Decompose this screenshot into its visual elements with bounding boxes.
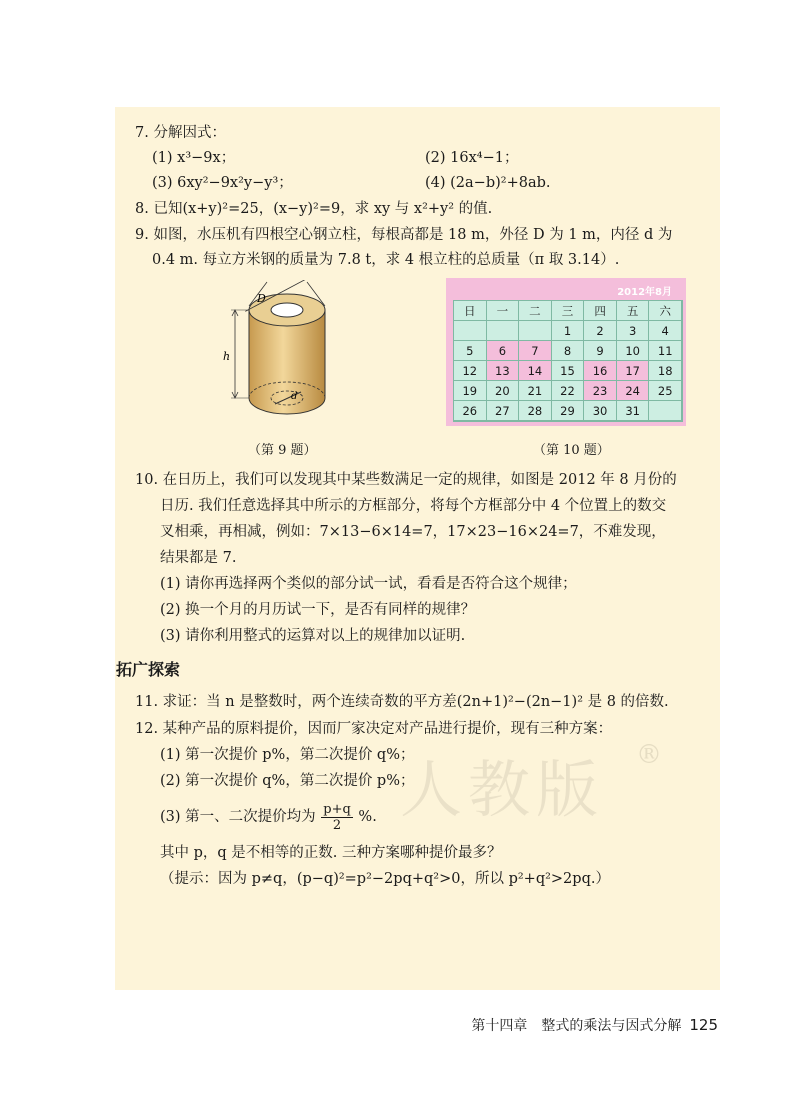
q8: 8. 已知(x+y)²=25，(x−y)²=9，求 xy 与 x²+y² 的值. bbox=[135, 201, 493, 217]
calendar-day: 22 bbox=[552, 381, 585, 401]
calendar-day: 15 bbox=[552, 361, 585, 381]
q10-line4: 结果都是 7. bbox=[160, 550, 237, 566]
calendar-day: 2 bbox=[584, 321, 617, 341]
q10-sub3: (3) 请你利用整式的运算对以上的规律加以证明. bbox=[160, 628, 466, 644]
q12-sub2: (2) 第一次提价 q%，第二次提价 p%； bbox=[160, 773, 415, 789]
calendar-day: 3 bbox=[617, 321, 650, 341]
figure9-caption: （第 9 题） bbox=[248, 443, 317, 458]
calendar-day: 18 bbox=[649, 361, 682, 381]
q10-line3: 叉相乘，再相减，例如：7×13−6×14=7，17×23−16×24=7，不难发现， bbox=[160, 524, 666, 540]
q12-sub1: (1) 第一次提价 p%，第二次提价 q%； bbox=[160, 747, 415, 763]
q10-line2: 日历. 我们任意选择其中所示的方框部分，将每个方框部分中 4 个位置上的数交 bbox=[160, 498, 667, 514]
calendar-day: 4 bbox=[649, 321, 682, 341]
q10-sub1: (1) 请你再选择两个类似的部分试一试，看看是否符合这个规律； bbox=[160, 576, 577, 592]
calendar-day bbox=[519, 321, 552, 341]
chapter-title: 第十四章 整式的乘法与因式分解 bbox=[471, 1018, 682, 1034]
calendar-title: 2012年8月 bbox=[617, 287, 672, 298]
calendar-day: 25 bbox=[649, 381, 682, 401]
calendar-day: 26 bbox=[454, 401, 487, 421]
calendar-day: 12 bbox=[454, 361, 487, 381]
calendar-weekday: 四 bbox=[584, 301, 617, 321]
q12-hint: （提示：因为 p≠q，(p−q)²=p²−2pq+q²>0，所以 p²+q²>2pq.） bbox=[160, 871, 610, 887]
q7-part2: (2) 16x⁴−1； bbox=[425, 150, 519, 166]
q12-sub3-suffix: %. bbox=[358, 809, 377, 825]
calendar-day bbox=[649, 401, 682, 421]
calendar-day: 17 bbox=[617, 361, 650, 381]
label-D: D bbox=[257, 292, 266, 305]
calendar-day bbox=[454, 321, 487, 341]
calendar-day: 1 bbox=[552, 321, 585, 341]
label-h: h bbox=[223, 350, 231, 363]
figure10-caption: （第 10 题） bbox=[533, 443, 610, 458]
fraction-numerator: p+q bbox=[323, 801, 351, 817]
calendar-weekday: 六 bbox=[649, 301, 682, 321]
calendar-day: 6 bbox=[487, 341, 520, 361]
calendar-day: 7 bbox=[519, 341, 552, 361]
calendar-day: 19 bbox=[454, 381, 487, 401]
calendar-weekday: 日 bbox=[454, 301, 487, 321]
calendar-day bbox=[487, 321, 520, 341]
q7-title: 7. 分解因式： bbox=[135, 125, 226, 141]
calendar-day: 28 bbox=[519, 401, 552, 421]
calendar-day: 21 bbox=[519, 381, 552, 401]
publisher-watermark: 人教版 bbox=[400, 753, 605, 826]
q12-line1: 12. 某种产品的原料提价，因而厂家决定对产品进行提价，现有三种方案： bbox=[135, 721, 613, 737]
page-number: 125 bbox=[689, 1016, 718, 1034]
q7-part4: (4) (2a−b)²+8ab. bbox=[425, 175, 551, 191]
calendar-day: 27 bbox=[487, 401, 520, 421]
calendar-day: 11 bbox=[649, 341, 682, 361]
section-heading: 拓广探索 bbox=[116, 660, 181, 679]
calendar-weekday: 一 bbox=[487, 301, 520, 321]
calendar-day: 31 bbox=[617, 401, 650, 421]
calendar-day: 14 bbox=[519, 361, 552, 381]
q9-line2: 0.4 m. 每立方米钢的质量为 7.8 t，求 4 根立柱的总质量（π 取 3.14）. bbox=[152, 252, 620, 268]
calendar-day: 29 bbox=[552, 401, 585, 421]
q12-sub3 bbox=[160, 800, 377, 834]
fraction-denominator: 2 bbox=[332, 817, 342, 833]
calendar-day: 5 bbox=[454, 341, 487, 361]
registered-mark: ® bbox=[636, 740, 662, 770]
calendar-day: 24 bbox=[617, 381, 650, 401]
calendar-day: 23 bbox=[584, 381, 617, 401]
q11: 11. 求证：当 n 是整数时，两个连续奇数的平方差(2n+1)²−(2n−1)² 是 8 的倍数. bbox=[135, 694, 669, 710]
q12-fraction bbox=[321, 802, 353, 833]
calendar-day: 13 bbox=[487, 361, 520, 381]
calendar-day: 16 bbox=[584, 361, 617, 381]
q7-part3: (3) 6xy²−9x²y−y³； bbox=[152, 175, 293, 191]
calendar-weekday: 三 bbox=[552, 301, 585, 321]
page-footer bbox=[0, 1015, 718, 1035]
cylinder-figure bbox=[215, 280, 345, 435]
calendar-figure bbox=[446, 278, 686, 426]
calendar-day: 10 bbox=[617, 341, 650, 361]
calendar-weekday: 二 bbox=[519, 301, 552, 321]
q10-sub2: (2) 换一个月的月历试一下，是否有同样的规律？ bbox=[160, 602, 476, 618]
calendar-day: 9 bbox=[584, 341, 617, 361]
calendar-day: 20 bbox=[487, 381, 520, 401]
calendar-day: 8 bbox=[552, 341, 585, 361]
calendar-day: 30 bbox=[584, 401, 617, 421]
q7-part1: (1) x³−9x； bbox=[152, 150, 236, 166]
q12-sub3-prefix: (3) 第一、二次提价均为 bbox=[160, 809, 316, 825]
q10-line1: 10. 在日历上，我们可以发现其中某些数满足一定的规律，如图是 2012 年 8 月份的 bbox=[135, 472, 677, 488]
calendar-grid bbox=[453, 300, 683, 422]
calendar-weekday: 五 bbox=[617, 301, 650, 321]
q9-line1: 9. 如图，水压机有四根空心钢立柱，每根高都是 18 m，外径 D 为 1 m，内径 d 为 bbox=[135, 227, 673, 243]
q12-question: 其中 p，q 是不相等的正数. 三种方案哪种提价最多？ bbox=[160, 845, 502, 861]
label-d: d bbox=[291, 391, 298, 402]
